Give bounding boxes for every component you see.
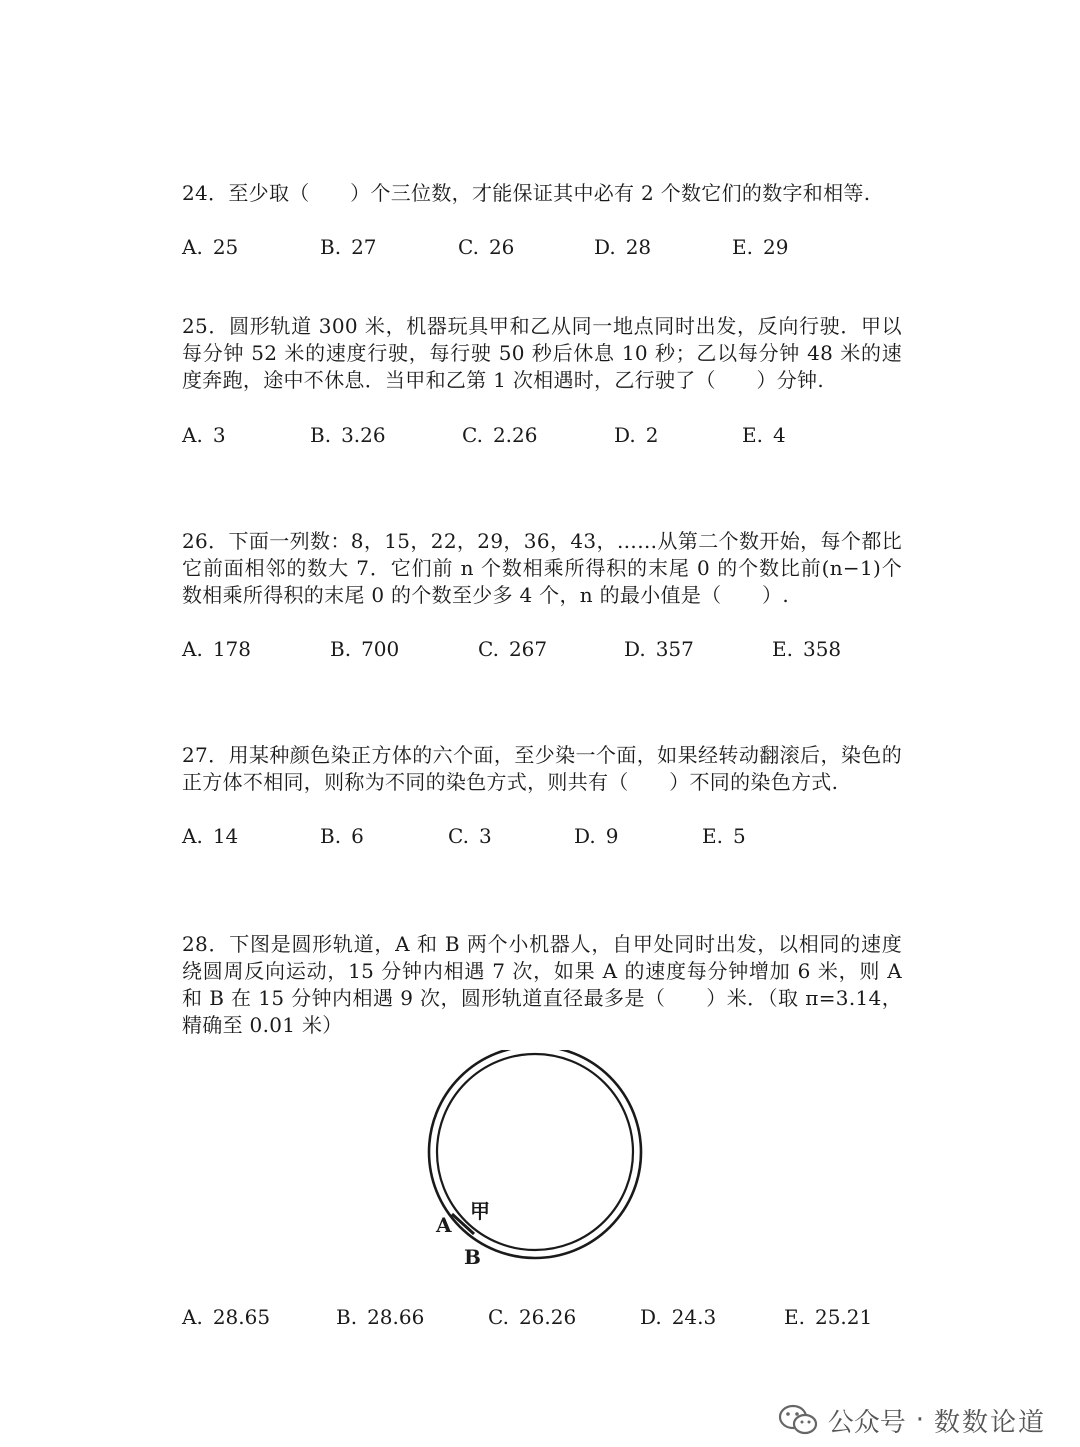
option-a [182, 823, 238, 849]
circular-track-diagram [380, 1050, 680, 1290]
option-a [182, 234, 238, 260]
option-value: 28.65 [212, 1305, 271, 1329]
option-d [624, 636, 694, 662]
option-c [478, 636, 547, 662]
option-letter: B. [320, 824, 342, 848]
option-value: 4 [772, 423, 786, 447]
question-26 [182, 528, 902, 609]
option-a [182, 636, 251, 662]
option-value: 700 [361, 637, 400, 661]
option-value: 26.26 [518, 1305, 577, 1329]
option-e [702, 823, 746, 849]
option-letter: B. [320, 235, 342, 259]
option-value: 27 [351, 235, 377, 259]
option-d [614, 422, 658, 448]
track-inner-circle [437, 1054, 633, 1250]
option-b [330, 636, 399, 662]
option-letter: A. [182, 824, 203, 848]
option-letter: C. [488, 1305, 509, 1329]
label-b: B [464, 1245, 481, 1269]
option-c [458, 234, 514, 260]
option-b [310, 422, 386, 448]
option-value: 267 [508, 637, 548, 661]
question-stem: 27．用某种颜色染正方体的六个面，至少染一个面，如果经转动翻滚后，染色的正方体不相同，则称为不同的染色方式，则共有（ ）不同的染色方式. [182, 743, 902, 794]
option-e [732, 234, 788, 260]
option-letter: C. [458, 235, 479, 259]
label-start: 甲 [470, 1199, 490, 1223]
question-25 [182, 313, 902, 394]
option-value: 3 [212, 423, 226, 447]
option-value: 26 [488, 235, 515, 259]
option-value: 28 [625, 235, 652, 259]
option-b [320, 823, 364, 849]
option-letter: D. [614, 423, 636, 447]
option-d [594, 234, 651, 260]
option-c [488, 1304, 576, 1330]
track-outer-circle [429, 1050, 641, 1258]
options-24 [182, 234, 902, 264]
option-c [462, 422, 537, 448]
option-letter: D. [624, 637, 646, 661]
option-e [784, 1304, 872, 1330]
option-letter: E. [702, 824, 723, 848]
options-25 [182, 422, 902, 452]
option-value: 358 [802, 637, 842, 661]
option-value: 9 [605, 824, 619, 848]
option-letter: E. [772, 637, 793, 661]
option-letter: B. [330, 637, 352, 661]
option-letter: D. [574, 824, 596, 848]
option-value: 24.3 [671, 1305, 717, 1329]
options-28 [182, 1304, 902, 1334]
option-value: 5 [732, 824, 746, 848]
option-letter: D. [640, 1305, 662, 1329]
option-d [640, 1304, 716, 1330]
watermark-separator: · [915, 1405, 924, 1435]
option-letter: A. [182, 235, 203, 259]
option-letter: E. [742, 423, 763, 447]
option-value: 6 [351, 824, 364, 848]
option-value: 29 [762, 235, 789, 259]
option-letter: A. [182, 637, 203, 661]
watermark-account-name: 数数论道 [933, 1407, 1046, 1438]
watermark-prefix: 公众号 [827, 1407, 906, 1438]
option-letter: C. [448, 824, 469, 848]
option-e [772, 636, 841, 662]
label-a: A [436, 1213, 452, 1237]
option-letter: B. [310, 423, 332, 447]
question-28 [182, 931, 902, 1039]
question-stem: 28．下图是圆形轨道，A 和 B 两个小机器人，自甲处同时出发，以相同的速度绕圆周反向运动，15 分钟内相遇 7 次，如果 A 的速度每分钟增加 6 米，则 A 和 B 在 15 分钟内相遇 9 次，圆形轨道直径最多是（ ）米．（取 π=3.14，精确至 0.01 米） [182, 932, 902, 1037]
option-value: 25.21 [814, 1305, 873, 1329]
option-letter: C. [462, 423, 483, 447]
option-b [320, 234, 377, 260]
option-letter: D. [594, 235, 616, 259]
option-value: 3 [478, 824, 492, 848]
option-value: 3.26 [341, 423, 386, 447]
option-b [336, 1304, 424, 1330]
question-stem: 26．下面一列数：8，15，22，29，36，43，……从第二个数开始，每个都比它前面相邻的数大 7．它们前 n 个数相乘所得积的末尾 0 的个数比前(n−1)个数相乘所得积的末尾 0 的个数至少多 4 个，n 的最小值是（ ）. [182, 529, 902, 607]
watermark [778, 1402, 1046, 1438]
option-c [448, 823, 492, 849]
option-value: 2.26 [492, 423, 538, 447]
option-value: 28.66 [367, 1305, 425, 1329]
circular-track-figure [380, 1050, 680, 1290]
option-letter: A. [182, 1305, 203, 1329]
option-a [182, 1304, 270, 1330]
question-27 [182, 742, 902, 796]
options-27 [182, 823, 902, 853]
option-value: 357 [655, 637, 694, 661]
option-e [742, 422, 786, 448]
wechat-icon [778, 1403, 818, 1437]
option-letter: B. [336, 1305, 358, 1329]
option-letter: E. [732, 235, 753, 259]
options-26 [182, 636, 902, 666]
question-24 [182, 180, 902, 207]
option-a [182, 422, 226, 448]
option-value: 25 [212, 235, 239, 259]
option-letter: A. [182, 423, 203, 447]
option-value: 178 [212, 637, 251, 661]
question-stem: 25．圆形轨道 300 米，机器玩具甲和乙从同一地点同时出发，反向行驶．甲以每分钟 52 米的速度行驶，每行驶 50 秒后休息 10 秒；乙以每分钟 48 米的速度奔跑，途中不休息．当甲和乙第 1 次相遇时，乙行驶了（ ）分钟. [182, 314, 902, 392]
option-value: 14 [212, 824, 239, 848]
option-letter: E. [784, 1305, 805, 1329]
option-d [574, 823, 618, 849]
option-letter: C. [478, 637, 499, 661]
option-value: 2 [645, 423, 659, 447]
question-stem: 24．至少取（ ）个三位数，才能保证其中必有 2 个数它们的数字和相等. [182, 181, 871, 205]
